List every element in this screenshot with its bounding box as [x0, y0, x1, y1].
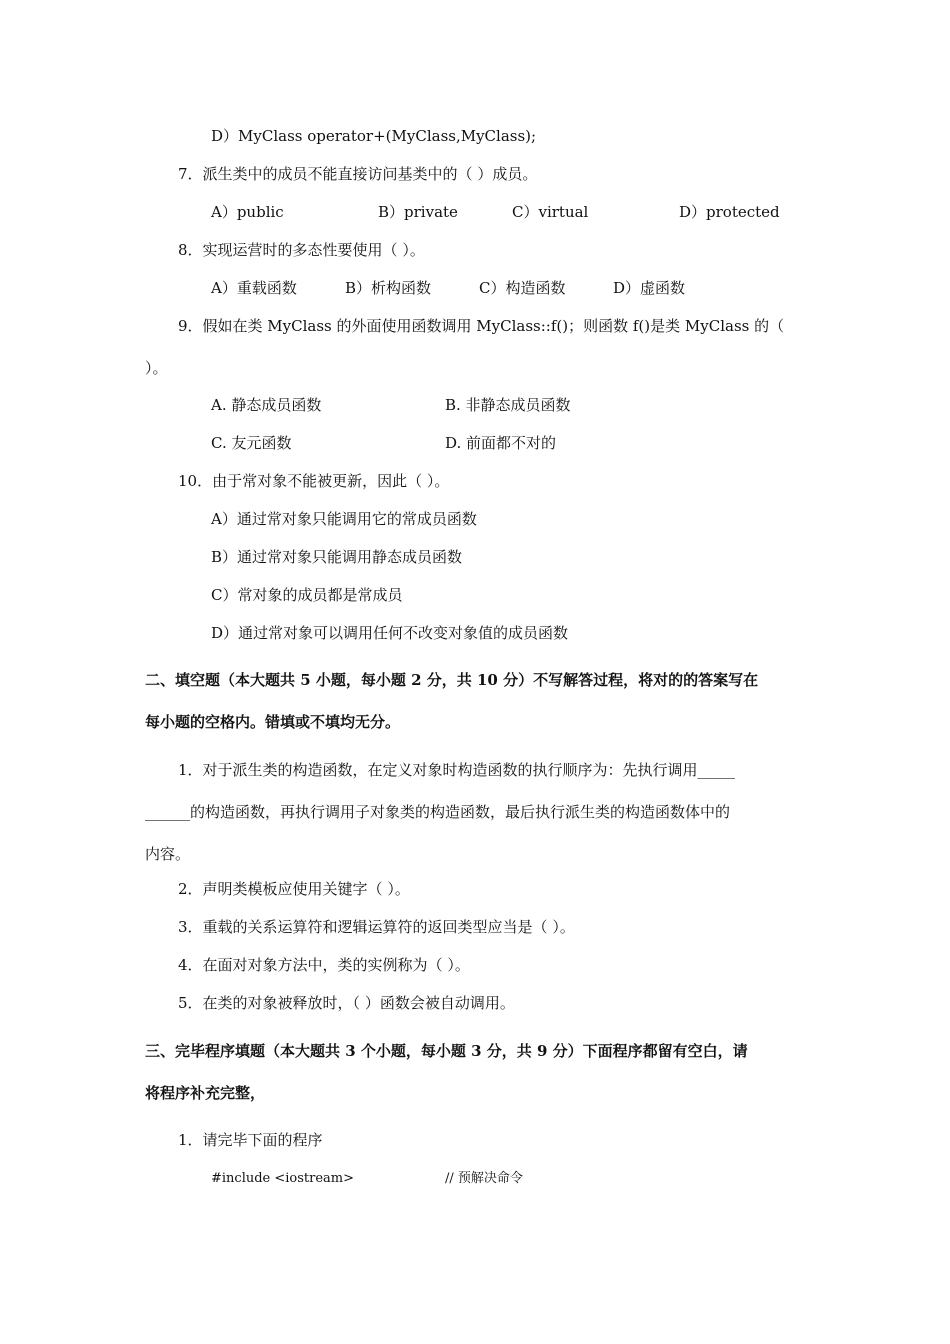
- section2-heading-line2: 每小题的空格内。错填或不填均无分。: [145, 713, 401, 731]
- q9-option-c: C. 友元函数: [211, 434, 292, 452]
- q10-option-a: A）通过常对象只能调用它的常成员函数: [211, 510, 477, 528]
- q8-option-b: B）析构函数: [345, 279, 432, 297]
- q6-option-d: D）MyClass operator+(MyClass,MyClass);: [211, 127, 537, 145]
- q8-stem: 8．实现运营时的多态性要使用（ ）。: [178, 241, 425, 259]
- q7-option-a: A）public: [211, 203, 284, 221]
- section2-item4: 4．在面对对象方法中，类的实例称为（ ）。: [178, 956, 470, 974]
- q10-option-c: C）常对象的成员都是常成员: [211, 586, 403, 604]
- q8-option-d: D）虚函数: [613, 279, 686, 297]
- q7-option-b: B）private: [378, 203, 458, 221]
- q9-option-d: D. 前面都不对的: [445, 434, 557, 452]
- q10-option-b: B）通过常对象只能调用静态成员函数: [211, 548, 463, 566]
- section2-item1-line1: 1．对于派生类的构造函数，在定义对象时构造函数的执行顺序为：先执行调用_____: [178, 761, 736, 779]
- q7-stem: 7．派生类中的成员不能直接访问基类中的（ ）成员。: [178, 165, 538, 183]
- q7-option-c: C）virtual: [512, 203, 589, 221]
- code-include-line: #include <iostream>: [211, 1171, 355, 1186]
- section3-item1: 1．请完毕下面的程序: [178, 1131, 323, 1149]
- section3-heading-line1: 三、完毕程序填题（本大题共 3 个小题，每小题 3 分，共 9 分）下面程序都留有空白，请: [145, 1042, 748, 1060]
- code-comment: // 预解决命令: [445, 1171, 523, 1186]
- section2-item1-line3: 内容。: [145, 845, 191, 863]
- section2-item1-line2: ______的构造函数，再执行调用子对象类的构造函数，最后执行派生类的构造函数体中的: [145, 803, 731, 821]
- section2-item2: 2．声明类模板应使用关键字（ ）。: [178, 880, 410, 898]
- q9-option-a: A. 静态成员函数: [211, 396, 322, 414]
- q7-option-d: D）protected: [679, 203, 780, 221]
- q9-stem-line2: ）。: [145, 359, 168, 377]
- q10-option-d: D）通过常对象可以调用任何不改变对象值的成员函数: [211, 624, 569, 642]
- section2-item3: 3．重载的关系运算符和逻辑运算符的返回类型应当是（ ）。: [178, 918, 575, 936]
- section2-item5: 5．在类的对象被释放时，（ ）函数会被自动调用。: [178, 994, 515, 1012]
- q8-option-c: C）构造函数: [479, 279, 566, 297]
- q10-stem: 10．由于常对象不能被更新，因此（ ）。: [178, 472, 450, 490]
- q8-option-a: A）重载函数: [211, 279, 297, 297]
- section3-heading-line2: 将程序补充完整，: [145, 1084, 266, 1102]
- section2-heading-line1: 二、填空题（本大题共 5 小题，每小题 2 分，共 10 分）不写解答过程，将对的的答案写在: [145, 671, 759, 689]
- q9-option-b: B. 非静态成员函数: [445, 396, 571, 414]
- q9-stem-line1: 9．假如在类 MyClass 的外面使用函数调用 MyClass::f()；则函数 f()是类 MyClass 的（: [178, 317, 785, 335]
